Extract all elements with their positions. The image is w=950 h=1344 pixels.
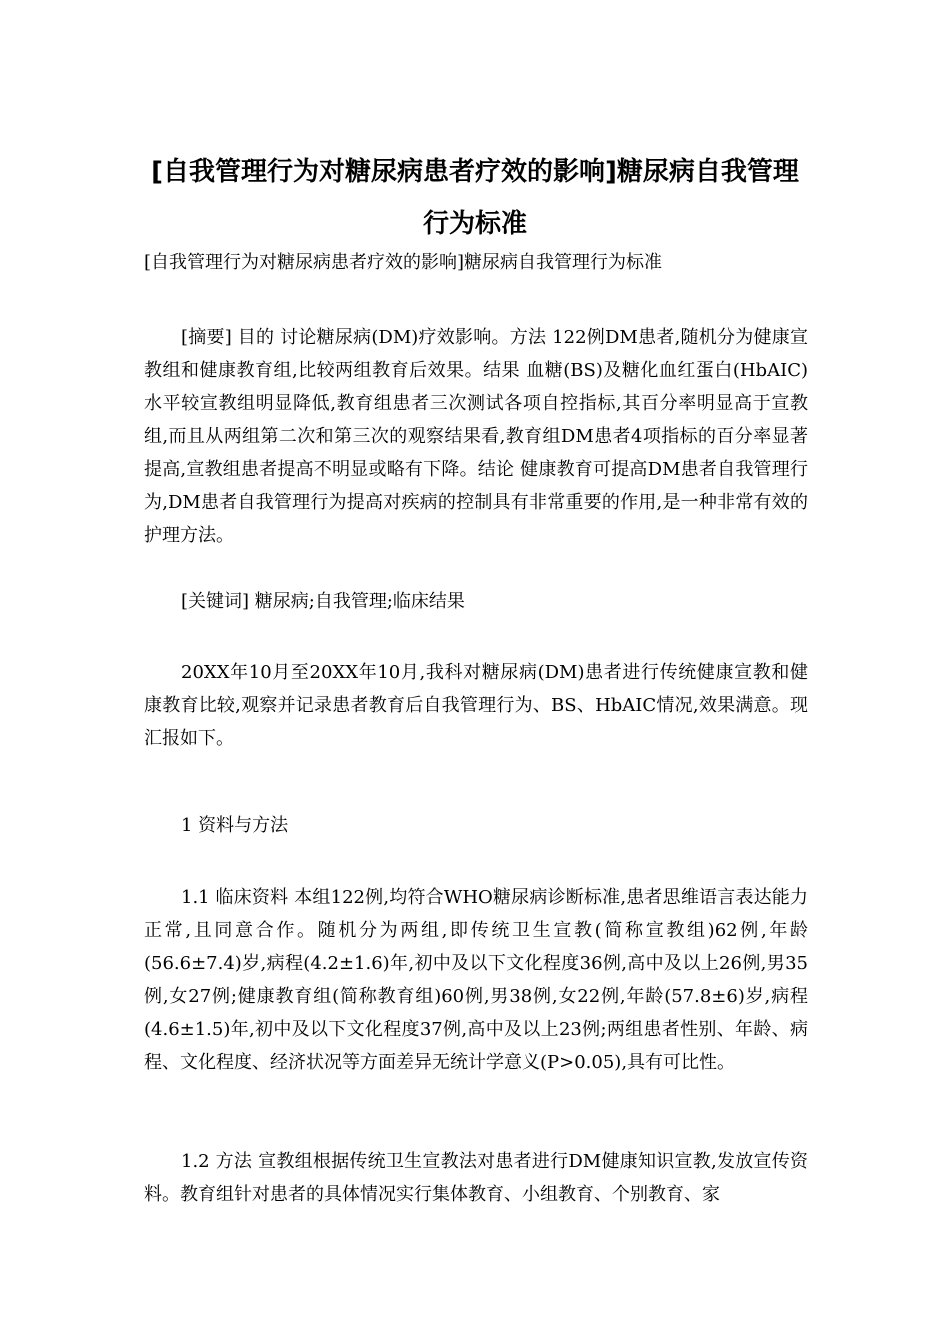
intro-paragraph: 20XX年10月至20XX年10月,我科对糖尿病(DM)患者进行传统健康宣教和健康教育比较,观察并记录患者教育后自我管理行为、BS、HbAIC情况,效果满意。现汇报如下。 bbox=[144, 662, 808, 749]
keywords-paragraph: [关键词] 糖尿病;自我管理;临床结果 bbox=[181, 591, 465, 612]
abstract-paragraph: [摘要] 目的 讨论糖尿病(DM)疗效影响。方法 122例DM患者,随机分为健康宣教组和健康教育组,比较两组教育后效果。结果 血糖(BS)及糖化血红蛋白(HbAIC)水平较宣教组明显降低,教育组患者三次测试各项自控指标,其百分率明显高于宣教组,而且从两组第二次和第三次的观察结果看,教育组DM患者4项指标的百分率显著提高,宣教组患者提高不明显或略有下降。结论 健康教育可提高DM患者自我管理行为,DM患者自我管理行为提高对疾病的控制具有非常重要的作用,是一种非常有效的护理方法。 bbox=[144, 327, 808, 546]
section-1-2-paragraph: 1.2 方法 宣教组根据传统卫生宣教法对患者进行DM健康知识宣教,发放宣传资料。教育组针对患者的具体情况实行集体教育、小组教育、个别教育、家 bbox=[144, 1151, 808, 1205]
section-1-1-paragraph: 1.1 临床资料 本组122例,均符合WHO糖尿病诊断标准,患者思维语言表达能力正常,且同意合作。随机分为两组,即传统卫生宣教(简称宣教组)62例,年龄(56.6±7.4)岁,病程(4.2±1.6)年,初中及以下文化程度36例,高中及以上26例,男35例,女27例;健康教育组(简称教育组)60例,男38例,女22例,年龄(57.8±6)岁,病程(4.6±1.5)年,初中及以下文化程度37例,高中及以上23例;两组患者性别、年龄、病程、文化程度、经济状况等方面差异无统计学意义(P>0.05),具有可比性。 bbox=[144, 887, 808, 1073]
document-title: [自我管理行为对糖尿病患者疗效的影响]糖尿病自我管理行为标准 bbox=[151, 157, 799, 239]
section-heading-1: 1 资料与方法 bbox=[181, 815, 289, 836]
document-subtitle: [自我管理行为对糖尿病患者疗效的影响]糖尿病自我管理行为标准 bbox=[144, 252, 663, 273]
